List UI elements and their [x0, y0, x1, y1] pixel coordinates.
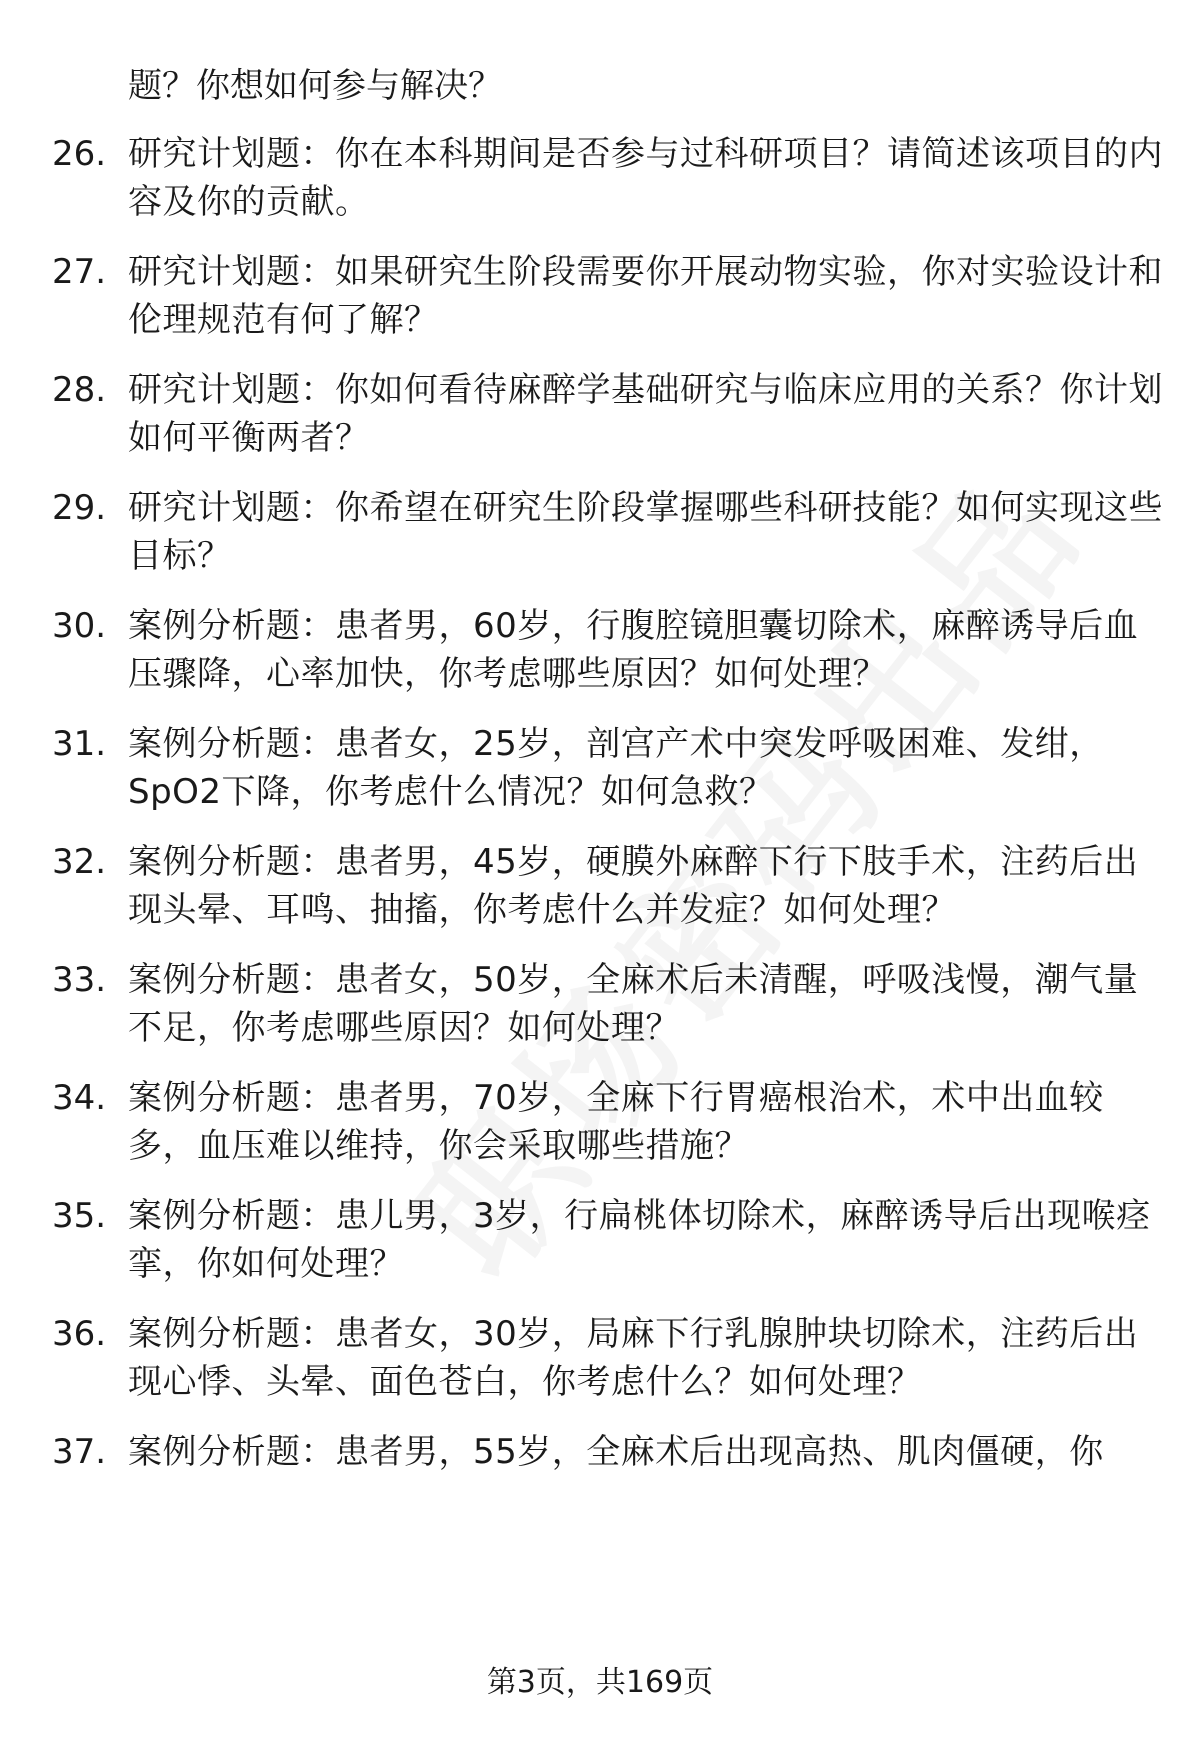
question-number: 34. — [52, 1078, 107, 1118]
question-text: 案例分析题：患者女，25岁，剖宫产术中突发呼吸困难、发绀，SpO2下降，你考虑什么情况？如何急救？ — [128, 724, 1104, 812]
question-number: 26. — [52, 134, 107, 174]
question-text: 案例分析题：患者男，45岁，硬膜外麻醉下行下肢手术，注药后出现头晕、耳鸣、抽搐，你考虑什么并发症？如何处理？ — [128, 842, 1139, 930]
question-text: 案例分析题：患者男，60岁，行腹腔镜胆囊切除术，麻醉诱导后血压骤降，心率加快，你考虑哪些原因？如何处理？ — [128, 606, 1139, 694]
question-number: 32. — [52, 842, 107, 882]
question-number: 28. — [52, 370, 107, 410]
question-text: 案例分析题：患者女，30岁，局麻下行乳腺肿块切除术，注药后出现心悸、头晕、面色苍白，你考虑什么？如何处理？ — [128, 1314, 1139, 1402]
question-number: 30. — [52, 606, 107, 646]
question-number: 33. — [52, 960, 107, 1000]
question-number: 31. — [52, 724, 107, 764]
question-text: 研究计划题：你希望在研究生阶段掌握哪些科研技能？如何实现这些目标？ — [128, 488, 1163, 576]
question-number: 36. — [52, 1314, 107, 1354]
question-number: 27. — [52, 252, 107, 292]
question-text: 案例分析题：患儿男，3岁，行扁桃体切除术，麻醉诱导后出现喉痉挛，你如何处理？ — [128, 1196, 1151, 1284]
page-footer: 第3页，共169页 — [486, 1665, 714, 1700]
question-text: 案例分析题：患者男，55岁，全麻术后出现高热、肌肉僵硬，你 — [128, 1432, 1104, 1472]
question-number: 37. — [52, 1432, 107, 1472]
continuation-text: 题？你想如何参与解决？ — [128, 66, 502, 106]
question-text: 案例分析题：患者男，70岁，全麻下行胃癌根治术，术中出血较多，血压难以维持，你会采取哪些措施？ — [128, 1078, 1104, 1166]
question-text: 研究计划题：你如何看待麻醉学基础研究与临床应用的关系？你计划如何平衡两者？ — [128, 370, 1163, 458]
question-text: 研究计划题：你在本科期间是否参与过科研项目？请简述该项目的内容及你的贡献。 — [128, 134, 1163, 222]
question-text: 研究计划题：如果研究生阶段需要你开展动物实验，你对实验设计和伦理规范有何了解？ — [128, 252, 1163, 340]
question-number: 35. — [52, 1196, 107, 1236]
question-text: 案例分析题：患者女，50岁，全麻术后未清醒，呼吸浅慢，潮气量不足，你考虑哪些原因？如何处理？ — [128, 960, 1139, 1048]
question-number: 29. — [52, 488, 107, 528]
